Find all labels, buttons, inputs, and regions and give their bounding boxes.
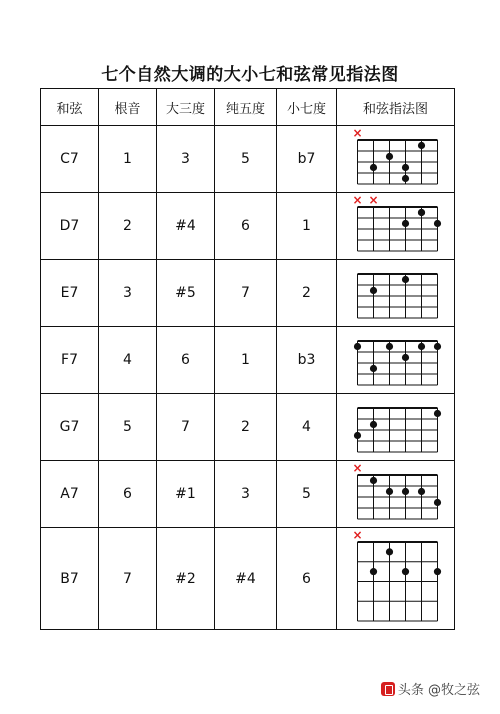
watermark-text: 头条 @牧之弦	[397, 683, 480, 698]
seventh-degree: 4	[277, 394, 337, 461]
chord-diagram	[337, 327, 455, 394]
chord-name: D7	[41, 193, 99, 260]
chord-diagram	[337, 260, 455, 327]
chord-diagram	[337, 461, 455, 528]
chord-diagram	[337, 126, 455, 193]
col-header-fingering: 和弦指法图	[337, 89, 455, 126]
fifth-degree: #4	[215, 528, 277, 630]
fifth-degree: 5	[215, 126, 277, 193]
root-degree: 6	[99, 461, 157, 528]
finger-dot	[402, 354, 409, 361]
finger-dot	[402, 164, 409, 171]
finger-dot	[370, 568, 377, 575]
muted-string-mark: ×	[352, 193, 363, 207]
muted-string-mark: ×	[352, 461, 363, 475]
table-row	[41, 394, 455, 461]
finger-dot	[402, 488, 409, 495]
third-degree: 6	[157, 327, 215, 394]
chord-name: F7	[41, 327, 99, 394]
finger-dot	[386, 153, 393, 160]
finger-dot	[386, 548, 393, 555]
chord-diagram	[337, 528, 455, 630]
seventh-degree: b3	[277, 327, 337, 394]
fifth-degree: 3	[215, 461, 277, 528]
root-degree: 5	[99, 394, 157, 461]
chord-name: E7	[41, 260, 99, 327]
fifth-degree: 1	[215, 327, 277, 394]
finger-dot	[386, 343, 393, 350]
chord-name: A7	[41, 461, 99, 528]
finger-dot	[370, 477, 377, 484]
finger-dot	[402, 175, 409, 182]
third-degree: #4	[157, 193, 215, 260]
fifth-degree: 6	[215, 193, 277, 260]
fifth-degree: 7	[215, 260, 277, 327]
root-degree: 7	[99, 528, 157, 630]
seventh-degree: 1	[277, 193, 337, 260]
col-header-perfect-fifth: 纯五度	[215, 89, 277, 126]
finger-dot	[370, 365, 377, 372]
chord-diagram	[337, 394, 455, 461]
col-header-root: 根音	[99, 89, 157, 126]
table-header-row	[41, 89, 455, 126]
finger-dot	[354, 343, 361, 350]
fretboard-diagram	[337, 394, 454, 460]
watermark	[381, 679, 480, 698]
finger-dot	[418, 343, 425, 350]
fifth-degree: 2	[215, 394, 277, 461]
third-degree: #5	[157, 260, 215, 327]
root-degree: 4	[99, 327, 157, 394]
table-row	[41, 126, 455, 193]
col-header-major-third: 大三度	[157, 89, 215, 126]
muted-string-mark: ×	[352, 126, 363, 140]
finger-dot	[418, 142, 425, 149]
finger-dot	[418, 488, 425, 495]
finger-dot	[370, 164, 377, 171]
page-title: 七个自然大调的大小七和弦常见指法图	[101, 65, 399, 85]
finger-dot	[434, 410, 441, 417]
chord-name: C7	[41, 126, 99, 193]
third-degree: 7	[157, 394, 215, 461]
fretboard-diagram	[337, 461, 454, 527]
finger-dot	[434, 568, 441, 575]
fretboard-diagram	[337, 327, 454, 393]
chord-table	[40, 88, 455, 630]
fretboard-diagram	[337, 260, 454, 326]
seventh-degree: b7	[277, 126, 337, 193]
third-degree: #2	[157, 528, 215, 630]
table-row	[41, 461, 455, 528]
table-row	[41, 528, 455, 630]
finger-dot	[418, 209, 425, 216]
toutiao-logo-icon	[381, 682, 395, 696]
finger-dot	[402, 568, 409, 575]
fretboard-diagram	[337, 528, 454, 629]
fretboard-diagram	[337, 126, 454, 192]
table-row	[41, 193, 455, 260]
col-header-chord: 和弦	[41, 89, 99, 126]
finger-dot	[402, 220, 409, 227]
finger-dot	[370, 421, 377, 428]
chord-name: B7	[41, 528, 99, 630]
third-degree: 3	[157, 126, 215, 193]
seventh-degree: 6	[277, 528, 337, 630]
muted-string-mark: ×	[352, 528, 363, 542]
fretboard-diagram	[337, 193, 454, 259]
chord-name: G7	[41, 394, 99, 461]
chord-diagram	[337, 193, 455, 260]
seventh-degree: 2	[277, 260, 337, 327]
root-degree: 2	[99, 193, 157, 260]
finger-dot	[434, 343, 441, 350]
table-row	[41, 327, 455, 394]
finger-dot	[434, 220, 441, 227]
muted-string-mark: ×	[368, 193, 379, 207]
seventh-degree: 5	[277, 461, 337, 528]
root-degree: 1	[99, 126, 157, 193]
table-row	[41, 260, 455, 327]
finger-dot	[402, 276, 409, 283]
finger-dot	[434, 499, 441, 506]
finger-dot	[354, 432, 361, 439]
finger-dot	[386, 488, 393, 495]
col-header-minor-seventh: 小七度	[277, 89, 337, 126]
finger-dot	[370, 287, 377, 294]
root-degree: 3	[99, 260, 157, 327]
third-degree: #1	[157, 461, 215, 528]
